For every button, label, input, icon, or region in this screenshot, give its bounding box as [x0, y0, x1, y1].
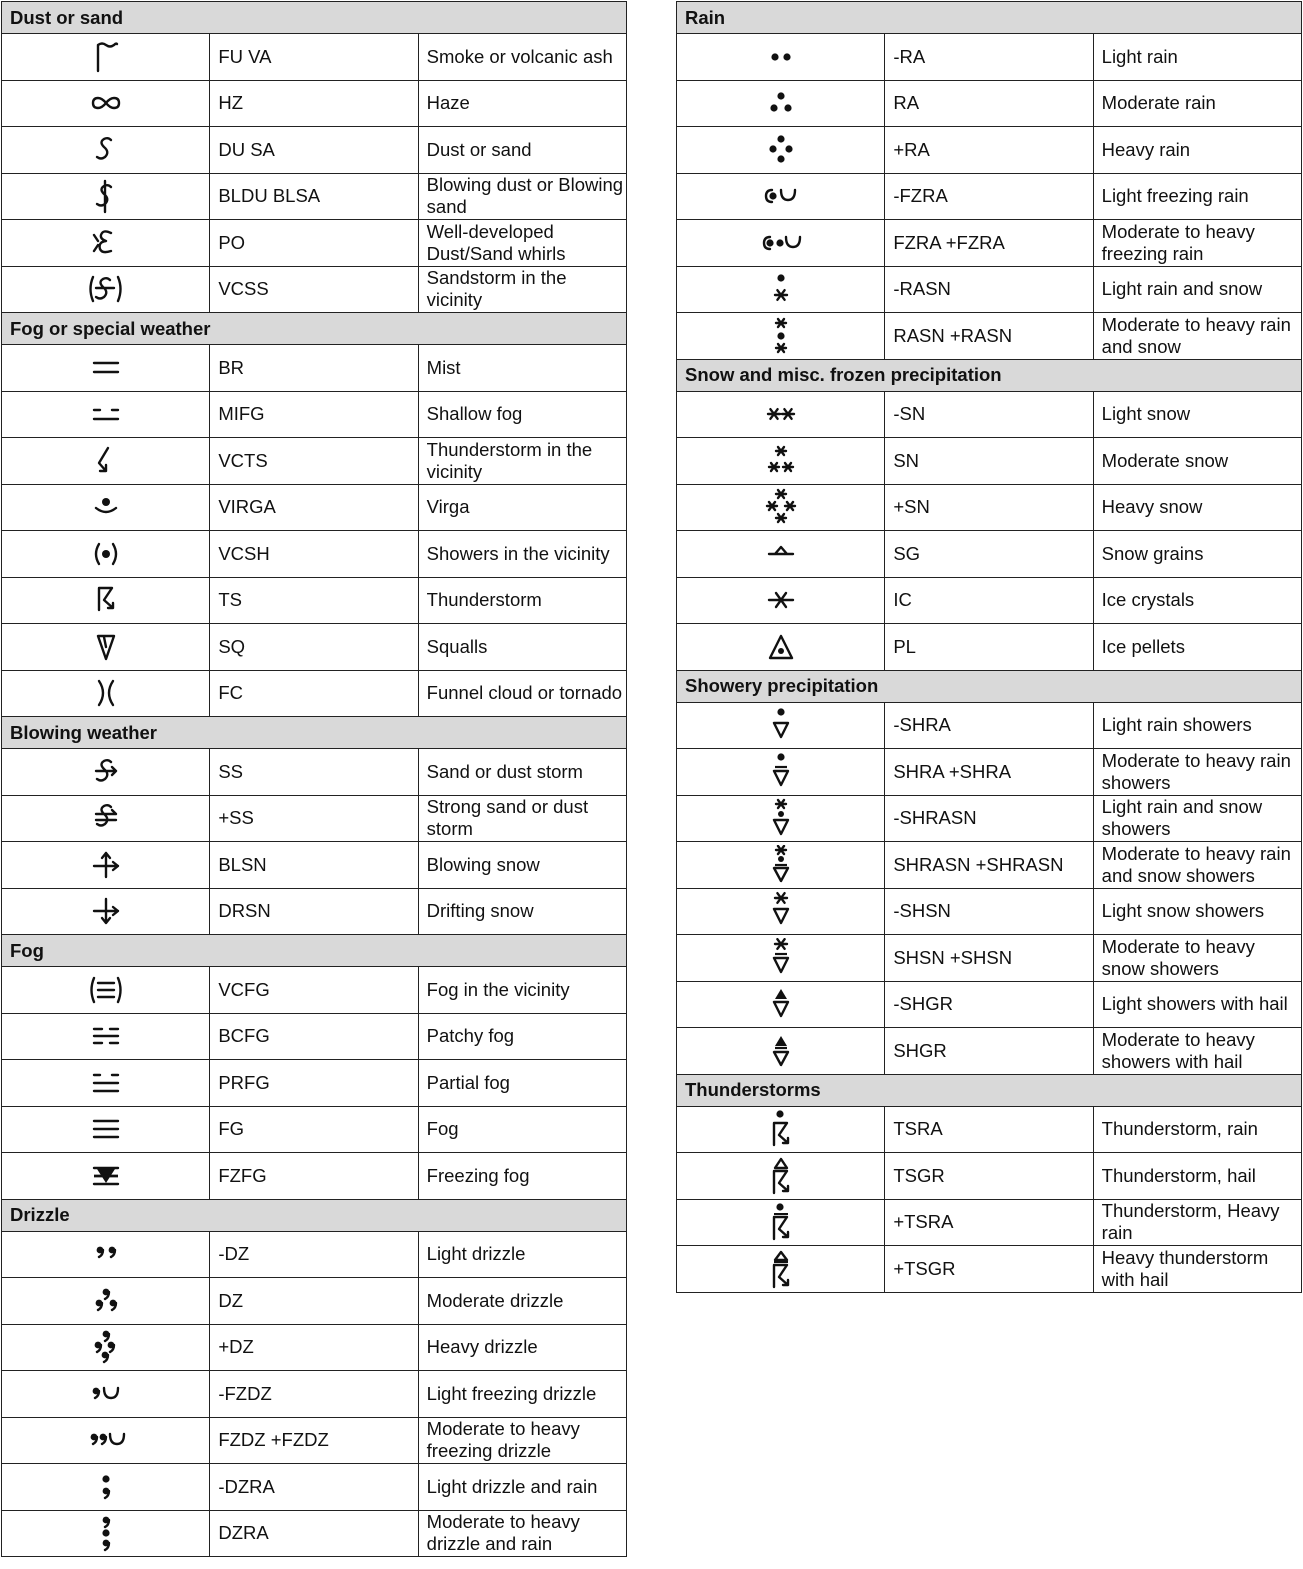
symbol-cell: [2, 795, 210, 842]
symbol-cell: [2, 1013, 210, 1060]
sand-storm-icon: [84, 752, 128, 792]
table-row: [2, 173, 627, 220]
heavy-hail-showers-icon: [759, 1031, 803, 1071]
light-drizzle-rain-icon: [84, 1467, 128, 1507]
weather-description: Sand or dust storm: [418, 749, 626, 796]
weather-description: Moderate snow: [1093, 438, 1301, 485]
virga-icon: [84, 487, 128, 527]
light-hail-showers-icon: [759, 984, 803, 1024]
metar-code: FZFG: [210, 1153, 418, 1200]
metar-code: -RA: [885, 34, 1093, 81]
table-row: [2, 795, 627, 842]
metar-code: PRFG: [210, 1060, 418, 1107]
metar-code: TS: [210, 577, 418, 624]
section-header: [677, 359, 1302, 391]
weather-description: Strong sand or dust storm: [418, 795, 626, 842]
section-header: [2, 717, 627, 749]
section-title: Fog: [2, 935, 627, 967]
symbol-cell: [677, 313, 885, 360]
weather-description: Thunderstorm in the vicinity: [418, 438, 626, 485]
section-title: Blowing weather: [2, 717, 627, 749]
weather-description: Thunderstorm, hail: [1093, 1153, 1301, 1200]
weather-description: Light snow showers: [1093, 888, 1301, 935]
strong-sand-storm-icon: [84, 798, 128, 838]
metar-code: -SHGR: [885, 981, 1093, 1028]
weather-description: Funnel cloud or tornado: [418, 670, 626, 717]
fog-icon: [84, 1109, 128, 1149]
table-row: [2, 345, 627, 392]
symbol-cell: [2, 842, 210, 889]
weather-description: Ice pellets: [1093, 624, 1301, 671]
symbol-cell: [2, 1510, 210, 1557]
symbol-table: [676, 1, 1302, 1293]
table-row: [2, 1153, 627, 1200]
metar-code: -DZRA: [210, 1464, 418, 1511]
weather-description: Thunderstorm, rain: [1093, 1106, 1301, 1153]
metar-code: -SHRA: [885, 702, 1093, 749]
symbol-cell: [2, 1464, 210, 1511]
table-row: [677, 888, 1302, 935]
weather-description: Squalls: [418, 624, 626, 671]
table-row: [677, 391, 1302, 438]
metar-code: -SN: [885, 391, 1093, 438]
symbol-cell: [677, 173, 885, 220]
weather-description: Thunderstorm, Heavy rain: [1093, 1199, 1301, 1246]
metar-code: SHRA +SHRA: [885, 749, 1093, 796]
symbol-cell: [677, 80, 885, 127]
heavy-rain-icon: [759, 130, 803, 170]
metar-code: SS: [210, 749, 418, 796]
metar-code: FZDZ +FZDZ: [210, 1417, 418, 1464]
thunderstorm-hail-icon: [759, 1156, 803, 1196]
weather-description: Heavy thunderstorm with hail: [1093, 1246, 1301, 1293]
table-row: [2, 438, 627, 485]
symbol-cell: [677, 624, 885, 671]
symbol-cell: [677, 1199, 885, 1246]
metar-code: -RASN: [885, 266, 1093, 313]
weather-description: Drifting snow: [418, 888, 626, 935]
metar-code: VCTS: [210, 438, 418, 485]
thunderstorm-heavy-rain-icon: [759, 1202, 803, 1242]
symbol-cell: [2, 1106, 210, 1153]
table-row: [2, 1060, 627, 1107]
weather-description: Mist: [418, 345, 626, 392]
symbol-cell: [677, 1106, 885, 1153]
weather-description: Fog in the vicinity: [418, 967, 626, 1014]
table-row: [677, 531, 1302, 578]
haze-icon: [84, 83, 128, 123]
section-title: Drizzle: [2, 1199, 627, 1231]
table-row: [677, 313, 1302, 360]
weather-description: Dust or sand: [418, 127, 626, 174]
table-row: [2, 1231, 627, 1278]
dust-sand-icon: [84, 130, 128, 170]
table-row: [2, 1013, 627, 1060]
thunderstorm-rain-icon: [759, 1109, 803, 1149]
light-rain-showers-icon: [759, 705, 803, 745]
table-row: [677, 173, 1302, 220]
metar-code: VCSS: [210, 266, 418, 313]
metar-code: -SHSN: [885, 888, 1093, 935]
weather-description: Well-developed Dust/Sand whirls: [418, 220, 626, 267]
metar-code: +SS: [210, 795, 418, 842]
thunderstorm-heavy-hail-icon: [759, 1249, 803, 1289]
section-header: [2, 1199, 627, 1231]
left-symbol-table: [1, 1, 627, 1557]
symbol-cell: [677, 1153, 885, 1200]
symbol-cell: [2, 670, 210, 717]
weather-description: Partial fog: [418, 1060, 626, 1107]
table-row: [2, 220, 627, 267]
metar-code: -FZRA: [885, 173, 1093, 220]
weather-description: Heavy rain: [1093, 127, 1301, 174]
light-rain-snow-showers-icon: [759, 798, 803, 838]
metar-code: BLSN: [210, 842, 418, 889]
showers-vicinity-icon: [84, 534, 128, 574]
table-row: [677, 935, 1302, 982]
table-row: [677, 80, 1302, 127]
symbol-cell: [677, 438, 885, 485]
table-row: [677, 438, 1302, 485]
heavy-snow-showers-icon: [759, 938, 803, 978]
weather-description: Virga: [418, 484, 626, 531]
metar-code: SG: [885, 531, 1093, 578]
mist-icon: [84, 348, 128, 388]
weather-description: Light showers with hail: [1093, 981, 1301, 1028]
partial-fog-icon: [84, 1063, 128, 1103]
metar-code: TSGR: [885, 1153, 1093, 1200]
metar-code: RASN +RASN: [885, 313, 1093, 360]
section-header: [677, 670, 1302, 702]
table-row: [2, 1106, 627, 1153]
heavy-rain-snow-icon: [759, 316, 803, 356]
section-title: Rain: [677, 2, 1302, 34]
metar-code: FC: [210, 670, 418, 717]
metar-code: DU SA: [210, 127, 418, 174]
symbol-cell: [2, 80, 210, 127]
table-row: [677, 1028, 1302, 1075]
weather-description: Moderate to heavy drizzle and rain: [418, 1510, 626, 1557]
shallow-fog-icon: [84, 394, 128, 434]
metar-code: DRSN: [210, 888, 418, 935]
heavy-freezing-drizzle-icon: [84, 1420, 128, 1460]
metar-code: DZRA: [210, 1510, 418, 1557]
symbol-cell: [677, 888, 885, 935]
table-row: [677, 795, 1302, 842]
weather-description: Light snow: [1093, 391, 1301, 438]
light-snow-showers-icon: [759, 891, 803, 931]
section-title: Dust or sand: [2, 2, 627, 34]
metar-code: HZ: [210, 80, 418, 127]
metar-code: SHSN +SHSN: [885, 935, 1093, 982]
symbol-cell: [2, 34, 210, 81]
weather-description: Smoke or volcanic ash: [418, 34, 626, 81]
symbol-cell: [677, 981, 885, 1028]
symbol-cell: [677, 842, 885, 889]
metar-code: SQ: [210, 624, 418, 671]
symbol-cell: [677, 749, 885, 796]
table-row: [677, 702, 1302, 749]
symbol-cell: [677, 266, 885, 313]
light-snow-icon: [759, 394, 803, 434]
table-row: [2, 842, 627, 889]
funnel-cloud-icon: [84, 673, 128, 713]
moderate-snow-icon: [759, 441, 803, 481]
symbol-cell: [2, 1371, 210, 1418]
symbol-cell: [677, 1028, 885, 1075]
table-row: [2, 888, 627, 935]
metar-code: +SN: [885, 484, 1093, 531]
table-row: [2, 391, 627, 438]
table-row: [2, 1417, 627, 1464]
blowing-snow-icon: [84, 845, 128, 885]
section-title: Thunderstorms: [677, 1074, 1302, 1106]
table-row: [677, 1153, 1302, 1200]
table-row: [677, 220, 1302, 267]
table-row: [677, 842, 1302, 889]
table-row: [2, 1278, 627, 1325]
weather-description: Fog: [418, 1106, 626, 1153]
dust-whirl-icon: [84, 223, 128, 263]
symbol-cell: [2, 531, 210, 578]
metar-code: DZ: [210, 1278, 418, 1325]
table-row: [677, 34, 1302, 81]
table-row: [677, 577, 1302, 624]
metar-code: -DZ: [210, 1231, 418, 1278]
metar-code: FU VA: [210, 34, 418, 81]
weather-description: Haze: [418, 80, 626, 127]
light-drizzle-icon: [84, 1234, 128, 1274]
section-title: Showery precipitation: [677, 670, 1302, 702]
metar-code: BLDU BLSA: [210, 173, 418, 220]
weather-description: Moderate to heavy rain and snow showers: [1093, 842, 1301, 889]
weather-description: Moderate drizzle: [418, 1278, 626, 1325]
moderate-rain-icon: [759, 83, 803, 123]
symbol-cell: [677, 702, 885, 749]
metar-code: SHGR: [885, 1028, 1093, 1075]
table-row: [677, 1199, 1302, 1246]
snow-grains-icon: [759, 534, 803, 574]
symbol-cell: [2, 438, 210, 485]
table-row: [677, 749, 1302, 796]
symbol-cell: [2, 577, 210, 624]
symbol-cell: [2, 173, 210, 220]
metar-code: IC: [885, 577, 1093, 624]
blowing-dust-icon: [84, 176, 128, 216]
weather-description: Light drizzle: [418, 1231, 626, 1278]
metar-code: +RA: [885, 127, 1093, 174]
weather-description: Showers in the vicinity: [418, 531, 626, 578]
light-rain-snow-icon: [759, 269, 803, 309]
table-row: [677, 1246, 1302, 1293]
metar-code: TSRA: [885, 1106, 1093, 1153]
table-row: [2, 484, 627, 531]
section-header: [2, 935, 627, 967]
metar-code: VIRGA: [210, 484, 418, 531]
symbol-cell: [2, 1153, 210, 1200]
right-symbol-table: [676, 1, 1302, 1293]
symbol-cell: [2, 624, 210, 671]
metar-code: +TSRA: [885, 1199, 1093, 1246]
weather-description: Heavy drizzle: [418, 1324, 626, 1371]
heavy-rain-snow-showers-icon: [759, 845, 803, 885]
symbol-cell: [677, 577, 885, 624]
table-row: [2, 577, 627, 624]
symbol-cell: [2, 127, 210, 174]
metar-code: +TSGR: [885, 1246, 1093, 1293]
table-row: [2, 749, 627, 796]
section-header: [2, 2, 627, 34]
table-row: [677, 266, 1302, 313]
sandstorm-vicinity-icon: [84, 269, 128, 309]
smoke-icon: [84, 37, 128, 77]
light-rain-icon: [759, 37, 803, 77]
weather-description: Blowing snow: [418, 842, 626, 889]
metar-code: PO: [210, 220, 418, 267]
table-row: [2, 80, 627, 127]
moderate-drizzle-icon: [84, 1281, 128, 1321]
weather-description: Blowing dust or Blowing sand: [418, 173, 626, 220]
table-row: [677, 127, 1302, 174]
weather-description: Moderate to heavy freezing drizzle: [418, 1417, 626, 1464]
section-header: [677, 2, 1302, 34]
table-row: [2, 34, 627, 81]
light-freezing-rain-icon: [759, 176, 803, 216]
metar-code: +DZ: [210, 1324, 418, 1371]
symbol-cell: [2, 266, 210, 313]
weather-description: Light rain showers: [1093, 702, 1301, 749]
symbol-cell: [2, 1060, 210, 1107]
symbol-cell: [2, 888, 210, 935]
table-row: [2, 1464, 627, 1511]
section-title: Fog or special weather: [2, 313, 627, 345]
symbol-cell: [2, 1324, 210, 1371]
weather-description: Snow grains: [1093, 531, 1301, 578]
weather-description: Ice crystals: [1093, 577, 1301, 624]
table-row: [2, 266, 627, 313]
weather-description: Light drizzle and rain: [418, 1464, 626, 1511]
heavy-freezing-rain-icon: [759, 223, 803, 263]
metar-code: BCFG: [210, 1013, 418, 1060]
heavy-drizzle-icon: [84, 1327, 128, 1367]
table-row: [677, 1106, 1302, 1153]
fog-vicinity-icon: [84, 970, 128, 1010]
table-row: [2, 624, 627, 671]
patchy-fog-icon: [84, 1016, 128, 1056]
symbol-cell: [2, 391, 210, 438]
metar-code: SHRASN +SHRASN: [885, 842, 1093, 889]
section-header: [677, 1074, 1302, 1106]
table-row: [2, 1371, 627, 1418]
symbol-cell: [2, 1417, 210, 1464]
weather-description: Moderate to heavy snow showers: [1093, 935, 1301, 982]
symbol-cell: [2, 749, 210, 796]
metar-code: PL: [885, 624, 1093, 671]
table-row: [2, 670, 627, 717]
metar-code: VCSH: [210, 531, 418, 578]
weather-description: Moderate to heavy rain and snow: [1093, 313, 1301, 360]
weather-description: Moderate to heavy rain showers: [1093, 749, 1301, 796]
thunderstorm-icon: [84, 580, 128, 620]
squall-icon: [84, 627, 128, 667]
weather-description: Light rain and snow: [1093, 266, 1301, 313]
symbol-cell: [2, 1231, 210, 1278]
metar-code: SN: [885, 438, 1093, 485]
symbol-cell: [677, 795, 885, 842]
weather-description: Thunderstorm: [418, 577, 626, 624]
ice-pellets-icon: [759, 627, 803, 667]
table-row: [2, 1324, 627, 1371]
ice-crystals-icon: [759, 580, 803, 620]
metar-code: RA: [885, 80, 1093, 127]
symbol-cell: [677, 391, 885, 438]
weather-description: Sandstorm in the vicinity: [418, 266, 626, 313]
table-row: [677, 484, 1302, 531]
weather-description: Light rain and snow showers: [1093, 795, 1301, 842]
metar-code: -SHRASN: [885, 795, 1093, 842]
heavy-drizzle-rain-icon: [84, 1513, 128, 1553]
table-row: [2, 127, 627, 174]
metar-code: MIFG: [210, 391, 418, 438]
symbol-cell: [677, 484, 885, 531]
heavy-snow-icon: [759, 487, 803, 527]
symbol-cell: [2, 220, 210, 267]
table-row: [677, 624, 1302, 671]
weather-description: Moderate to heavy freezing rain: [1093, 220, 1301, 267]
symbol-cell: [2, 1278, 210, 1325]
freezing-fog-icon: [84, 1156, 128, 1196]
table-row: [2, 1510, 627, 1557]
symbol-cell: [2, 967, 210, 1014]
weather-description: Light freezing drizzle: [418, 1371, 626, 1418]
symbol-cell: [677, 127, 885, 174]
symbol-cell: [677, 220, 885, 267]
weather-description: Shallow fog: [418, 391, 626, 438]
section-title: Snow and misc. frozen precipitation: [677, 359, 1302, 391]
symbol-cell: [2, 345, 210, 392]
table-row: [2, 531, 627, 578]
symbol-cell: [677, 935, 885, 982]
section-header: [2, 313, 627, 345]
metar-code: VCFG: [210, 967, 418, 1014]
weather-description: Patchy fog: [418, 1013, 626, 1060]
weather-description: Heavy snow: [1093, 484, 1301, 531]
table-row: [677, 981, 1302, 1028]
metar-code: FG: [210, 1106, 418, 1153]
weather-description: Freezing fog: [418, 1153, 626, 1200]
heavy-rain-showers-icon: [759, 752, 803, 792]
drifting-snow-icon: [84, 891, 128, 931]
metar-code: BR: [210, 345, 418, 392]
weather-description: Light freezing rain: [1093, 173, 1301, 220]
thunderstorm-vicinity-icon: [84, 441, 128, 481]
weather-description: Moderate rain: [1093, 80, 1301, 127]
symbol-table: [1, 1, 627, 1557]
table-row: [2, 967, 627, 1014]
weather-description: Moderate to heavy showers with hail: [1093, 1028, 1301, 1075]
weather-description: Light rain: [1093, 34, 1301, 81]
light-freezing-drizzle-icon: [84, 1374, 128, 1414]
symbol-cell: [677, 531, 885, 578]
symbol-cell: [677, 34, 885, 81]
metar-code: -FZDZ: [210, 1371, 418, 1418]
metar-code: FZRA +FZRA: [885, 220, 1093, 267]
symbol-cell: [677, 1246, 885, 1293]
symbol-cell: [2, 484, 210, 531]
